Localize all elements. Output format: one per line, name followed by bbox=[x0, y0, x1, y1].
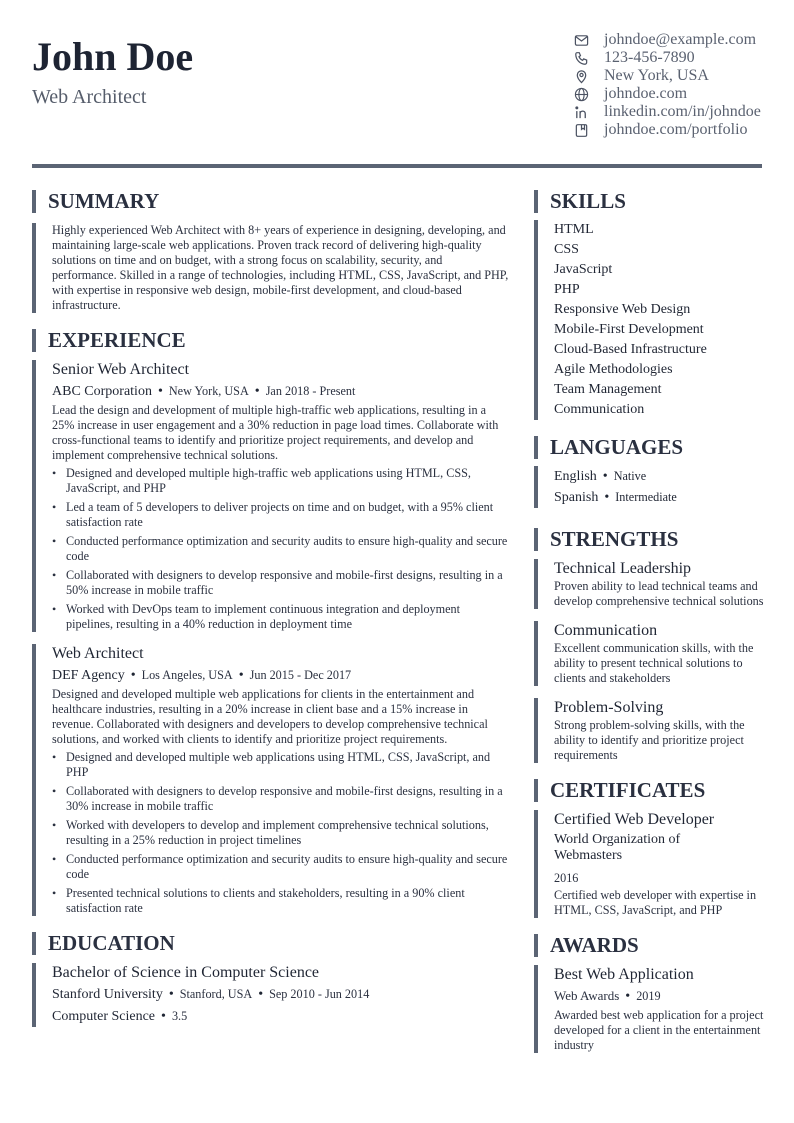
job-meta: DEF Agency • Los Angeles, USA • Jun 2015 - Dec 2017 bbox=[52, 668, 352, 683]
strength-title: Communication bbox=[554, 622, 658, 639]
certificates-heading: CERTIFICATES bbox=[534, 779, 764, 802]
education-field-line: Computer Science • 3.5 bbox=[52, 1009, 188, 1024]
contact-list bbox=[572, 31, 787, 139]
language-item: Spanish • Intermediate bbox=[554, 490, 677, 505]
certificate-desc: Certified web developer with expertise in HTML, CSS, JavaScript, and PHP bbox=[554, 888, 757, 917]
job-bullet: • Worked with DevOps team to implement continuous integration and deployment pipelines, resulting in a 40% reduction in deployment time bbox=[52, 602, 510, 632]
globe-icon bbox=[572, 85, 590, 103]
education-dates: Sep 2010 - Jun 2014 bbox=[269, 987, 370, 1001]
strength-title: Problem-Solving bbox=[554, 699, 664, 716]
skill-item: HTML bbox=[554, 222, 594, 237]
job-bullet: • Presented technical solutions to clients and stakeholders, resulting in a 90% client satisfaction rate bbox=[52, 886, 510, 916]
certificate-entry bbox=[534, 810, 764, 918]
job-company: DEF Agency bbox=[52, 668, 125, 683]
summary-text: Highly experienced Web Architect with 8+ years of experience in designing, developing, and maintaining large-scale web applications. Proven track record of delivering high-quality solutions on time and on budget, with a strong focus on scalability, security, and performance. Skilled in a range of technologies, including HTML, CSS, JavaScript, and PHP, with expertise in responsive web design, mobile-first development, and cloud-based infrastructure. bbox=[52, 223, 509, 312]
phone-icon bbox=[572, 49, 590, 67]
skill-item: Agile Methodologies bbox=[554, 362, 673, 377]
contact-email[interactable] bbox=[572, 31, 787, 49]
contact-linkedin-text: linkedin.com/in/johndoe bbox=[604, 103, 761, 120]
skill-item: Team Management bbox=[554, 382, 662, 397]
skill-item: Mobile-First Development bbox=[554, 322, 704, 337]
language-level: Native bbox=[613, 469, 647, 483]
education-gpa: 3.5 bbox=[171, 1009, 188, 1023]
skill-item: JavaScript bbox=[554, 262, 613, 277]
contact-phone[interactable] bbox=[572, 49, 787, 67]
contact-location-text: New York, USA bbox=[604, 67, 709, 84]
strengths-heading: STRENGTHS bbox=[534, 528, 764, 551]
language-name: English bbox=[554, 469, 597, 484]
certificate-org: World Organization of Webmasters bbox=[554, 832, 681, 863]
job-title: Senior Web Architect bbox=[52, 361, 190, 378]
candidate-role: Web Architect bbox=[32, 86, 147, 108]
candidate-name: John Doe bbox=[32, 34, 194, 79]
job-title: Web Architect bbox=[52, 645, 144, 662]
skill-item: CSS bbox=[554, 242, 579, 257]
languages-heading: LANGUAGES bbox=[534, 436, 764, 459]
award-desc: Awarded best web application for a project developed for a client in the entertainment industry bbox=[554, 1008, 764, 1052]
mail-icon bbox=[572, 31, 590, 49]
skills-heading: SKILLS bbox=[534, 190, 764, 213]
skill-item: Cloud-Based Infrastructure bbox=[554, 342, 707, 357]
contact-website[interactable] bbox=[572, 85, 787, 103]
job-entry bbox=[32, 360, 510, 632]
skill-item: Communication bbox=[554, 402, 645, 417]
job-bullet: • Conducted performance optimization and security audits to ensure high-quality and secure code bbox=[52, 534, 510, 564]
award-org: Web Awards bbox=[554, 988, 620, 1003]
job-location: New York, USA bbox=[168, 384, 249, 398]
award-entry bbox=[534, 965, 764, 1053]
job-description: Lead the design and development of multiple high-traffic web applications, resulting in a 25% increase in user engagement and a 30% reduction in page load times. Collaborate with cross-functional teams to identify and prioritize project requirements, and develop and implement comprehensive technical solutions. bbox=[52, 403, 499, 462]
job-location: Los Angeles, USA bbox=[141, 668, 233, 682]
language-level: Intermediate bbox=[615, 490, 677, 504]
job-meta: ABC Corporation • New York, USA • Jan 2018 - Present bbox=[52, 384, 356, 399]
job-bullet: • Designed and developed multiple high-traffic web applications using HTML, CSS, JavaScript, and PHP bbox=[52, 466, 510, 496]
strength-item bbox=[534, 698, 764, 763]
contact-phone-text: 123-456-7890 bbox=[604, 49, 695, 66]
skills-list bbox=[534, 220, 764, 420]
summary-heading: SUMMARY bbox=[32, 190, 510, 213]
header-divider bbox=[32, 164, 762, 168]
location-pin-icon bbox=[572, 67, 590, 85]
certificate-name: Certified Web Developer bbox=[554, 811, 715, 828]
education-field: Computer Science bbox=[52, 1009, 156, 1024]
award-name: Best Web Application bbox=[554, 966, 694, 983]
experience-heading: EXPERIENCE bbox=[32, 329, 510, 352]
education-meta: Stanford University • Stanford, USA • Sep 2010 - Jun 2014 bbox=[52, 987, 370, 1002]
education-school: Stanford University bbox=[52, 987, 163, 1002]
job-bullet: • Led a team of 5 developers to deliver projects on time and on budget, with a 95% client satisfaction rate bbox=[52, 500, 510, 530]
award-year: 2019 bbox=[636, 989, 661, 1003]
skill-item: PHP bbox=[554, 282, 580, 297]
contact-portfolio[interactable] bbox=[572, 121, 787, 139]
job-entry bbox=[32, 644, 510, 916]
awards-heading: AWARDS bbox=[534, 934, 764, 957]
contact-location bbox=[572, 67, 787, 85]
portfolio-icon bbox=[572, 121, 590, 139]
linkedin-icon bbox=[572, 103, 590, 121]
strength-desc: Excellent communication skills, with the ability to present technical solutions to clients and stakeholders bbox=[554, 641, 754, 685]
award-meta: Web Awards • 2019 bbox=[554, 988, 661, 1004]
skill-item: Responsive Web Design bbox=[554, 302, 691, 317]
contact-email-text: johndoe@example.com bbox=[604, 31, 757, 48]
right-column bbox=[534, 190, 764, 1053]
job-dates: Jun 2015 - Dec 2017 bbox=[249, 668, 352, 682]
certificate-year: 2016 bbox=[554, 871, 579, 885]
job-bullets bbox=[52, 750, 510, 916]
strength-title: Technical Leadership bbox=[554, 560, 692, 577]
strength-item bbox=[534, 559, 764, 609]
job-bullet: • Worked with developers to develop and implement comprehensive technical solutions, resulting in a 25% reduction in project timelines bbox=[52, 818, 510, 848]
contact-linkedin[interactable] bbox=[572, 103, 787, 121]
job-description: Designed and developed multiple web applications for clients in the entertainment and healthcare industries, resulting in a 20% increase in client base and a 15% increase in revenue. Collaborated with designers and developers to develop comprehensive technical solutions, and worked with clients to identify and prioritize project requirements. bbox=[52, 687, 488, 746]
contact-portfolio-text: johndoe.com/portfolio bbox=[604, 121, 748, 138]
job-bullet: • Collaborated with designers to develop responsive and mobile-first designs, resulting in a 30% increase in mobile traffic bbox=[52, 784, 510, 814]
job-bullet: • Designed and developed multiple web applications using HTML, CSS, JavaScript, and PHP bbox=[52, 750, 510, 780]
job-bullet: • Collaborated with designers to develop responsive and mobile-first designs, resulting in a 50% increase in mobile traffic bbox=[52, 568, 510, 598]
education-heading: EDUCATION bbox=[32, 932, 510, 955]
job-bullet: • Conducted performance optimization and security audits to ensure high-quality and secure code bbox=[52, 852, 510, 882]
summary-section bbox=[32, 223, 510, 313]
language-item: English • Native bbox=[554, 469, 647, 484]
contact-website-text: johndoe.com bbox=[604, 85, 688, 102]
strength-item bbox=[534, 621, 764, 686]
job-company: ABC Corporation bbox=[52, 384, 152, 399]
education-location: Stanford, USA bbox=[179, 987, 253, 1001]
language-name: Spanish bbox=[554, 490, 599, 505]
left-column bbox=[32, 190, 510, 1027]
job-dates: Jan 2018 - Present bbox=[265, 384, 356, 398]
strength-desc: Proven ability to lead technical teams and develop comprehensive technical solutions bbox=[554, 579, 764, 608]
education-degree: Bachelor of Science in Computer Science bbox=[52, 964, 320, 981]
strength-desc: Strong problem-solving skills, with the ability to identify and prioritize project requirements bbox=[554, 718, 745, 762]
education-entry bbox=[32, 963, 510, 1027]
languages-list bbox=[534, 466, 764, 508]
job-bullets bbox=[52, 466, 510, 632]
